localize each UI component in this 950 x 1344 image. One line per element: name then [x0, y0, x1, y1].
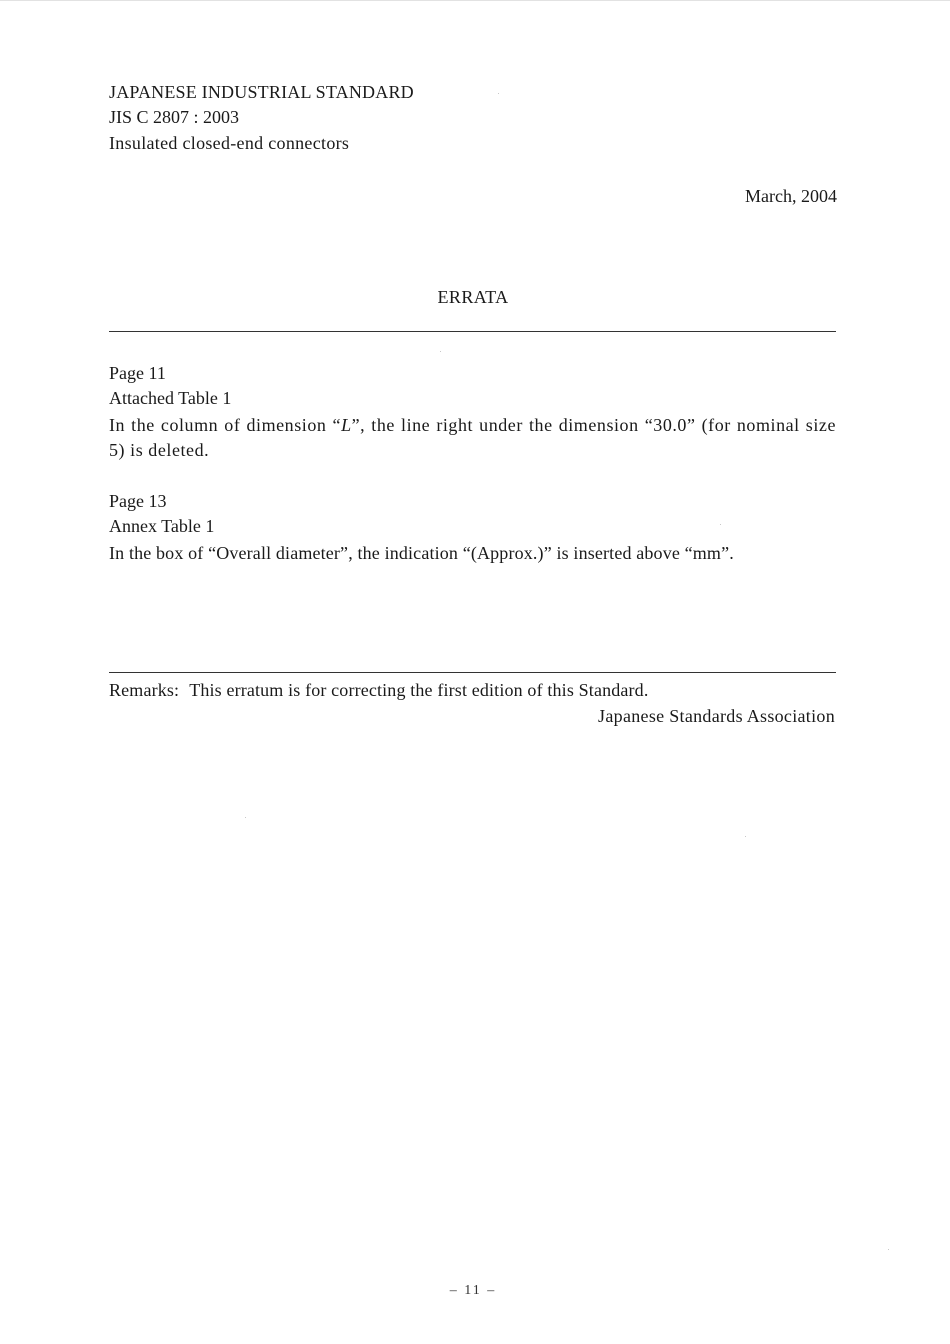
- entry-1-text-after: ”, the line right under the dimension “30.0” (for nominal size 5) is deleted.: [109, 415, 836, 460]
- scan-speck: [440, 351, 441, 352]
- remarks-label: Remarks:: [109, 680, 180, 700]
- entry-2-text: In the box of “Overall diameter”, the indication “(Approx.)” is inserted above “mm”.: [109, 543, 734, 563]
- scan-speck: [245, 817, 246, 818]
- entry-1-text: [109, 413, 836, 463]
- standard-code: JIS C 2807 : 2003: [109, 107, 240, 127]
- entry-1-table: Attached Table 1: [109, 388, 232, 408]
- remarks: [109, 679, 648, 701]
- standard-organization: JAPANESE INDUSTRIAL STANDARD: [109, 82, 414, 102]
- issuing-association: Japanese Standards Association: [598, 706, 835, 726]
- errata-heading: ERRATA: [437, 287, 509, 307]
- page-number: – 11 –: [449, 1283, 497, 1298]
- standard-title: Insulated closed-end connectors: [109, 133, 350, 153]
- entry-1-text-before: In the column of dimension “: [109, 415, 342, 435]
- scan-speck: [498, 93, 499, 94]
- entry-2-table: Annex Table 1: [109, 516, 215, 536]
- entry-1-dimension-symbol: L: [341, 415, 352, 435]
- entry-2-page: Page 13: [109, 491, 167, 511]
- bottom-divider: [109, 672, 836, 673]
- errata-date: March, 2004: [745, 186, 837, 206]
- entry-1-page: Page 11: [109, 363, 166, 383]
- remarks-text: This erratum is for correcting the first edition of this Standard.: [189, 680, 649, 700]
- scan-speck: [720, 524, 721, 525]
- top-divider: [109, 331, 836, 332]
- scan-speck: [745, 836, 746, 837]
- scan-speck: [888, 1249, 889, 1250]
